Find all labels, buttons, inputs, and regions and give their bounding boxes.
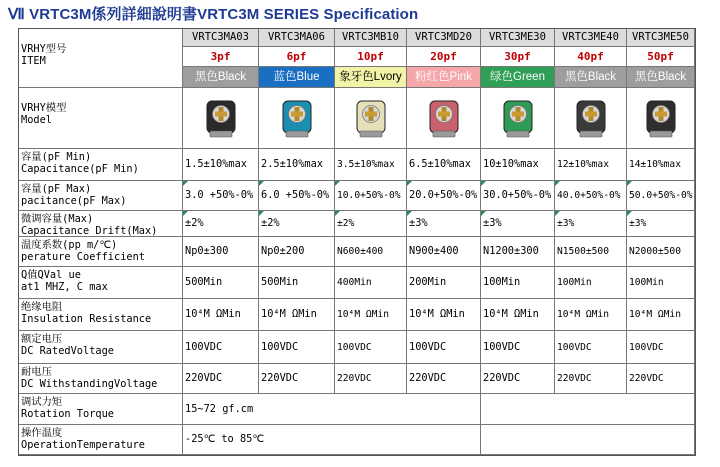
value-cell: 30.0+50%-0% [481,181,555,211]
comment-marker [555,211,560,216]
capacitance-cell: 50pf [627,47,695,67]
value-cell: 100VDC [183,331,259,364]
value-cell: ±3% [627,211,695,237]
merged-value-cell: -25℃ to 85℃ [183,425,481,455]
model-name-cell: VRTC3ME30 [481,29,555,47]
value-cell: 3.0 +50%-0% [183,181,259,211]
spec-table [18,28,696,456]
comment-marker [259,181,264,186]
model-image-cell [183,88,259,149]
value-cell: Np0±200 [259,237,335,267]
value-cell: 100Min [627,267,695,299]
value-cell: 10⁴M ΩMin [481,299,555,331]
value-cell: N1500±500 [555,237,627,267]
capacitance-cell: 3pf [183,47,259,67]
row-label-cn: 微调容量(Max) [21,213,94,225]
value-cell: 10⁴M ΩMin [627,299,695,331]
value-cell: 220VDC [335,364,407,394]
row-label-cell [19,181,183,211]
row-label-cell [19,237,183,267]
value-cell: 10⁴M ΩMin [407,299,481,331]
model-label-cn: VRHY模型 [21,102,67,114]
value-cell: 100VDC [555,331,627,364]
model-label-en: Model [21,114,52,126]
model-image-cell [407,88,481,149]
row-label-cn: 容量(pF Max) [21,183,92,195]
value-cell: Np0±300 [183,237,259,267]
comment-marker [481,211,486,216]
comment-marker [335,211,340,216]
value-cell: ±3% [407,211,481,237]
value-cell: 14±10%max [627,149,695,181]
row-label-cn: 容量(pF Min) [21,151,92,163]
value-cell: 100Min [481,267,555,299]
row-label-en: DC RatedVoltage [21,345,114,357]
value-cell: 220VDC [481,364,555,394]
model-name-cell: VRTC3MD20 [407,29,481,47]
model-name-cell: VRTC3MA06 [259,29,335,47]
capacitance-cell: 10pf [335,47,407,67]
model-image-cell [627,88,695,149]
color-cell: 绿色Green [481,67,555,88]
model-name-cell: VRTC3ME50 [627,29,695,47]
trimmer-capacitor-icon [641,95,681,141]
value-cell: ±3% [555,211,627,237]
value-cell: 10±10%max [481,149,555,181]
value-cell: 220VDC [407,364,481,394]
value-cell: N900±400 [407,237,481,267]
model-name-cell: VRTC3MB10 [335,29,407,47]
comment-marker [335,181,340,186]
row-label-en: Capacitance(pF Min) [21,163,139,175]
value-cell: 500Min [183,267,259,299]
value-cell: 100VDC [481,331,555,364]
row-label-cell [19,149,183,181]
value-cell: ±3% [481,211,555,237]
value-cell: 400Min [335,267,407,299]
value-cell: 220VDC [259,364,335,394]
color-cell: 黑色Black [555,67,627,88]
model-image-cell [259,88,335,149]
color-cell: 粉红色Pink [407,67,481,88]
value-cell: 1.5±10%max [183,149,259,181]
model-image-cell [555,88,627,149]
value-cell: N1200±300 [481,237,555,267]
comment-marker [481,181,486,186]
value-cell: 10.0+50%-0% [335,181,407,211]
comment-marker [627,181,632,186]
value-cell: ±2% [259,211,335,237]
item-header-en: ITEM [21,55,46,67]
value-cell: ±2% [335,211,407,237]
empty-cell [481,425,695,455]
row-label-en: pacitance(pF Max) [21,195,127,207]
value-cell: 50.0+50%-0% [627,181,695,211]
model-label-cell [19,88,183,149]
comment-marker [183,211,188,216]
comment-marker [183,181,188,186]
color-cell: 黑色Black [183,67,259,88]
value-cell: ±2% [183,211,259,237]
value-cell: 10⁴M ΩMin [183,299,259,331]
item-header-cell [19,29,183,88]
row-label-cell [19,267,183,299]
model-image-cell [481,88,555,149]
value-cell: 220VDC [183,364,259,394]
row-label-en: perature Coefficient [21,251,145,263]
model-name-cell: VRTC3ME40 [555,29,627,47]
row-label-cell [19,364,183,394]
value-cell: 3.5±10%max [335,149,407,181]
page-title: Ⅶ VRTC3M係列詳細說明書VRTC3M SERIES Specification [8,6,419,23]
value-cell: 100VDC [259,331,335,364]
value-cell: 220VDC [627,364,695,394]
value-cell: 500Min [259,267,335,299]
value-cell: 200Min [407,267,481,299]
value-cell: 100VDC [407,331,481,364]
row-label-en: Capacitance Drift(Max) [21,225,158,237]
color-cell: 黑色Black [627,67,695,88]
value-cell: 100VDC [335,331,407,364]
row-label-en: OperationTemperature [21,439,145,451]
capacitance-cell: 40pf [555,47,627,67]
row-label-en: Insulation Resistance [21,313,152,325]
trimmer-capacitor-icon [498,95,538,141]
value-cell: 10⁴M ΩMin [335,299,407,331]
value-cell: 6.5±10%max [407,149,481,181]
model-name-cell: VRTC3MA03 [183,29,259,47]
trimmer-capacitor-icon [424,95,464,141]
row-label-cn: 绝缘电阻 [21,301,63,313]
comment-marker [259,211,264,216]
color-cell: 蓝色Blue [259,67,335,88]
row-label-cn: 操作温度 [21,427,63,439]
value-cell: 20.0+50%-0% [407,181,481,211]
value-cell: 40.0+50%-0% [555,181,627,211]
trimmer-capacitor-icon [571,95,611,141]
value-cell: 6.0 +50%-0% [259,181,335,211]
row-label-cell [19,299,183,331]
row-label-cn: 温度系数(pp m/℃) [21,239,118,251]
trimmer-capacitor-icon [351,95,391,141]
color-cell: 象牙色Lvory [335,67,407,88]
merged-value-cell: 15~72 gf.cm [183,394,481,425]
trimmer-capacitor-icon [277,95,317,141]
row-label-en: at1 MHZ, C max [21,281,108,293]
row-label-cn: 调试力矩 [21,396,63,408]
value-cell: 220VDC [555,364,627,394]
row-label-cn: 耐电压 [21,366,52,378]
value-cell: 2.5±10%max [259,149,335,181]
comment-marker [407,211,412,216]
empty-cell [481,394,695,425]
row-label-cell [19,331,183,364]
value-cell: N2000±500 [627,237,695,267]
capacitance-cell: 6pf [259,47,335,67]
comment-marker [627,211,632,216]
model-image-cell [335,88,407,149]
capacitance-cell: 30pf [481,47,555,67]
row-label-cell [19,425,183,455]
value-cell: N600±400 [335,237,407,267]
item-header-cn: VRHY型号 [21,43,67,55]
value-cell: 100Min [555,267,627,299]
row-label-cell [19,211,183,237]
value-cell: 10⁴M ΩMin [259,299,335,331]
row-label-cn: 额定电压 [21,333,63,345]
value-cell: 100VDC [627,331,695,364]
value-cell: 12±10%max [555,149,627,181]
trimmer-capacitor-icon [201,95,241,141]
value-cell: 10⁴M ΩMin [555,299,627,331]
row-label-en: Rotation Torque [21,408,114,420]
row-label-en: DC WithstandingVoltage [21,378,158,390]
row-label-cn: Q值QVal ue [21,269,81,281]
capacitance-cell: 20pf [407,47,481,67]
row-label-cell [19,394,183,425]
comment-marker [407,181,412,186]
comment-marker [555,181,560,186]
